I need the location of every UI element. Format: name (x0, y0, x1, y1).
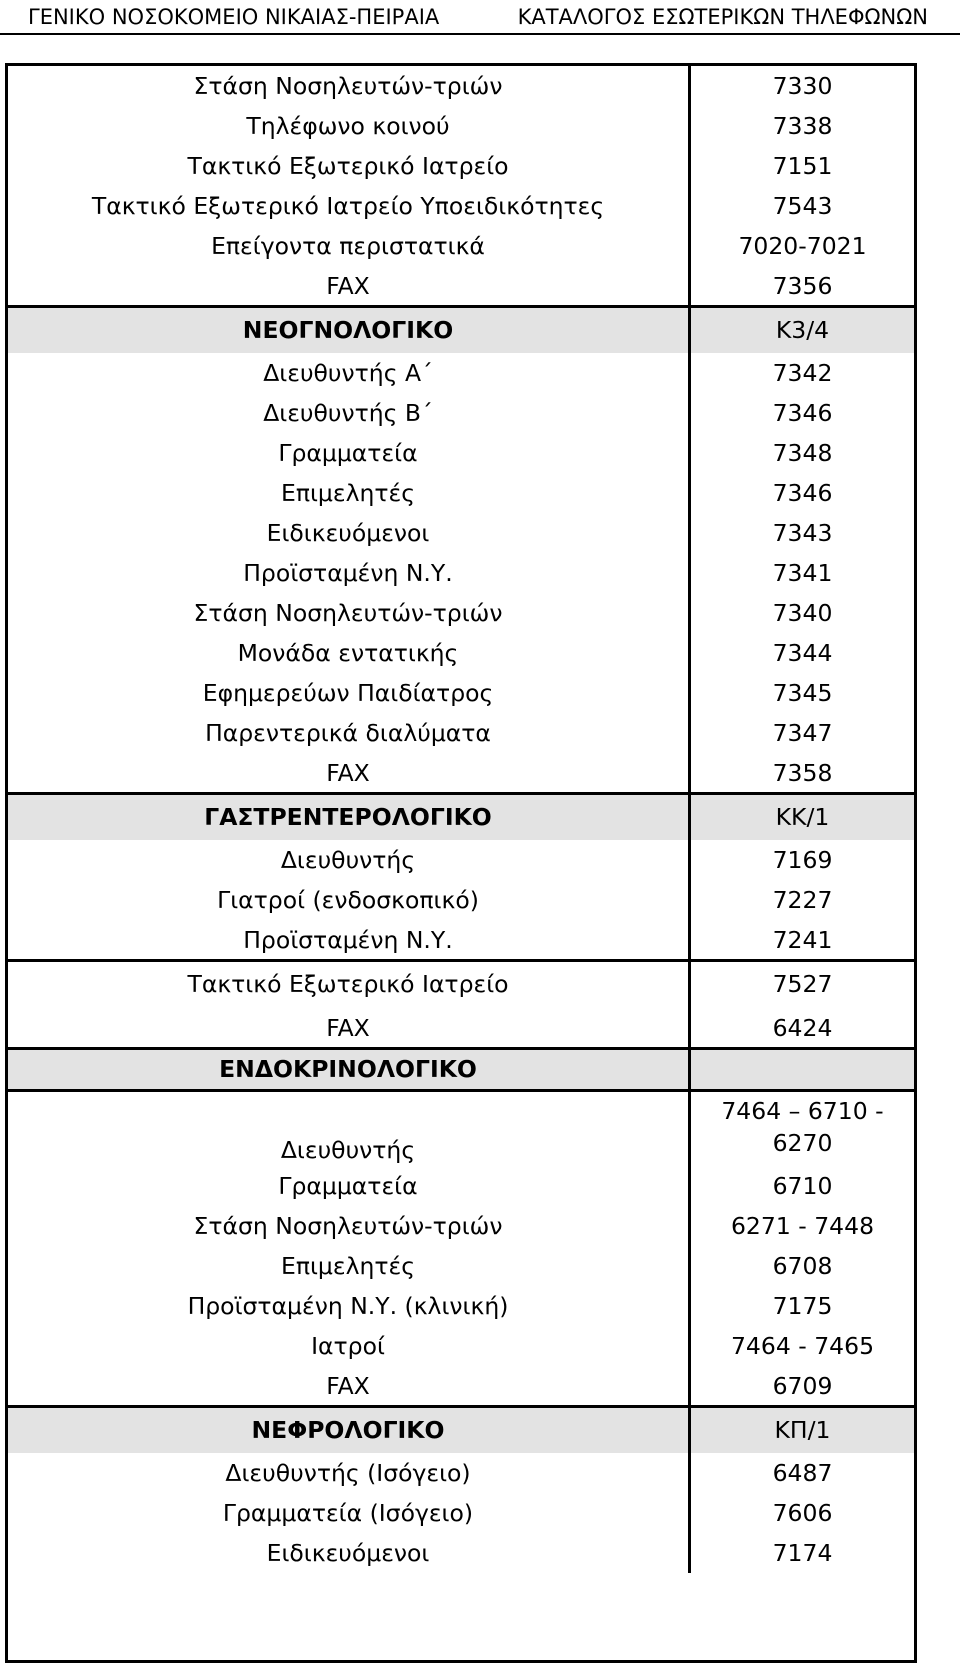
section-code (688, 1048, 914, 1090)
section-divider (8, 305, 914, 308)
section-code: ΚΠ/1 (688, 1406, 914, 1453)
extension-number: 7348 (688, 433, 914, 473)
extension-number: 7174 (688, 1533, 914, 1573)
table-row (8, 1493, 914, 1533)
entry-name: Τακτικό Εξωτερικό Ιατρείο (187, 152, 509, 180)
extension-number: 7358 (688, 753, 914, 793)
table-row (8, 593, 914, 633)
entry-name: Διευθυντής Β΄ (263, 399, 433, 427)
table-row (8, 753, 914, 793)
extension-number: 6487 (688, 1453, 914, 1493)
table-row (8, 393, 914, 433)
extension-number: 6709 (688, 1366, 914, 1406)
table-row (8, 1090, 914, 1166)
entry-name: Διευθυντής (280, 1136, 416, 1164)
table-row (8, 1206, 914, 1246)
extension-number: 7338 (688, 106, 914, 146)
table-row (8, 1366, 914, 1406)
extension-number: 6271 - 7448 (688, 1206, 914, 1246)
entry-name: Τακτικό Εξωτερικό Ιατρείο Υποειδικότητες (91, 192, 605, 220)
section-code: ΚΚ/1 (688, 793, 914, 840)
table-row (8, 673, 914, 713)
entry-name: Επιμελητές (280, 479, 416, 507)
table-row (8, 1453, 914, 1493)
table-row (8, 433, 914, 473)
extension-number: 7464 - 7465 (688, 1326, 914, 1366)
extension-number: 7344 (688, 633, 914, 673)
header-rule (0, 33, 960, 35)
table-row (8, 226, 914, 266)
extension-number: 6708 (688, 1246, 914, 1286)
table-row (8, 1326, 914, 1366)
entry-name: Μονάδα εντατικής (237, 639, 459, 667)
extension-number: 7241 (688, 920, 914, 960)
table-row (8, 353, 914, 393)
entry-name: FAX (326, 759, 370, 787)
extension-number: 7227 (688, 880, 914, 920)
table-row (8, 513, 914, 553)
entry-name: Εφημερεύων Παιδίατρος (202, 679, 494, 707)
extension-number: 7347 (688, 713, 914, 753)
extension-number: 7151 (688, 146, 914, 186)
section-divider (8, 1089, 914, 1092)
table-row (8, 553, 914, 593)
table-row (8, 186, 914, 226)
extension-number: 7346 (688, 393, 914, 433)
section-title: ΝΕΟΓΝΟΛΟΓΙΚΟ (242, 315, 454, 344)
hospital-name: ΓΕΝΙΚΟ ΝΟΣΟΚΟΜΕΙΟ ΝΙΚΑΙΑΣ-ΠΕΙΡΑΙΑ (28, 5, 440, 29)
extension-number: 7346 (688, 473, 914, 513)
entry-name: Ειδικευόμενοι (266, 519, 430, 547)
entry-name: FAX (326, 1372, 370, 1400)
page-header (0, 0, 960, 38)
entry-name: Γραμματεία (Ισόγειο) (222, 1499, 474, 1527)
table-row (8, 1008, 914, 1048)
table-row (8, 840, 914, 880)
section-code: Κ3/4 (688, 306, 914, 353)
entry-name: Γραμματεία (278, 1172, 418, 1200)
table-row (8, 1533, 914, 1573)
table-row (8, 66, 914, 106)
table-row (8, 473, 914, 513)
table-row (8, 633, 914, 673)
extension-number: 7342 (688, 353, 914, 393)
extension-number: 6710 (688, 1166, 914, 1206)
table-row (8, 1166, 914, 1206)
extension-number: 7527 (688, 960, 914, 1008)
table-row (8, 266, 914, 306)
phone-directory-table (5, 63, 917, 1663)
entry-name: FAX (326, 1014, 370, 1042)
section-divider (8, 1047, 914, 1050)
entry-name: Γραμματεία (278, 439, 418, 467)
section-row (8, 306, 914, 353)
entry-name: Στάση Νοσηλευτών-τριών (193, 1212, 503, 1240)
entry-name: Διευθυντής (Ισόγειο) (225, 1459, 471, 1487)
entry-name: Ιατροί (311, 1332, 385, 1360)
extension-number: 6424 (688, 1008, 914, 1048)
entry-name: Διευθυντής Α΄ (263, 359, 433, 387)
table-row (8, 146, 914, 186)
entry-name: Διευθυντής (280, 846, 416, 874)
entry-name: Τηλέφωνο κοινού (246, 112, 450, 140)
entry-name: Τακτικό Εξωτερικό Ιατρείο (187, 970, 509, 998)
section-title: ΕΝΔΟΚΡΙΝΟΛΟΓΙΚΟ (219, 1055, 477, 1083)
entry-name: Γιατροί (ενδοσκοπικό) (217, 886, 479, 914)
extension-number: 7175 (688, 1286, 914, 1326)
entry-name: Στάση Νοσηλευτών-τριών (193, 599, 503, 627)
extension-number: 7340 (688, 593, 914, 633)
table-row (8, 1286, 914, 1326)
extension-number: 7020-7021 (688, 226, 914, 266)
extension-number: 7543 (688, 186, 914, 226)
catalog-title: ΚΑΤΑΛΟΓΟΣ ΕΣΩΤΕΡΙΚΩΝ ΤΗΛΕΦΩΝΩΝ (517, 5, 928, 29)
table-row (8, 713, 914, 753)
section-row (8, 1406, 914, 1453)
section-title: ΝΕΦΡΟΛΟΓΙΚΟ (251, 1415, 445, 1444)
table-row (8, 920, 914, 960)
section-divider (8, 792, 914, 795)
section-divider (8, 1405, 914, 1408)
extension-number: 7345 (688, 673, 914, 713)
entry-name: Στάση Νοσηλευτών-τριών (193, 72, 503, 100)
entry-name: Ειδικευόμενοι (266, 1539, 430, 1567)
section-row (8, 793, 914, 840)
entry-name: Προϊσταμένη Ν.Υ. (κλινική) (187, 1292, 509, 1320)
entry-name: Επιμελητές (280, 1252, 416, 1280)
extension-number: 7169 (688, 840, 914, 880)
extension-number: 7464 – 6710 - 6270 (688, 1090, 914, 1166)
table-row (8, 106, 914, 146)
extension-number: 7343 (688, 513, 914, 553)
table-row (8, 960, 914, 1008)
entry-name: Προϊσταμένη Ν.Υ. (243, 926, 453, 954)
extension-number: 7356 (688, 266, 914, 306)
entry-name: Επείγοντα περιστατικά (211, 232, 485, 260)
extension-number: 7606 (688, 1493, 914, 1533)
section-title: ΓΑΣΤΡΕΝΤΕΡΟΛΟΓΙΚΟ (204, 802, 492, 831)
table-row (8, 1246, 914, 1286)
section-row (8, 1048, 914, 1090)
entry-name: Προϊσταμένη Ν.Υ. (243, 559, 453, 587)
extension-number: 7341 (688, 553, 914, 593)
entry-name: Παρεντερικά διαλύματα (205, 719, 491, 747)
table-row (8, 880, 914, 920)
extension-number: 7330 (688, 66, 914, 106)
entry-name: FAX (326, 272, 370, 300)
section-divider (8, 959, 914, 962)
